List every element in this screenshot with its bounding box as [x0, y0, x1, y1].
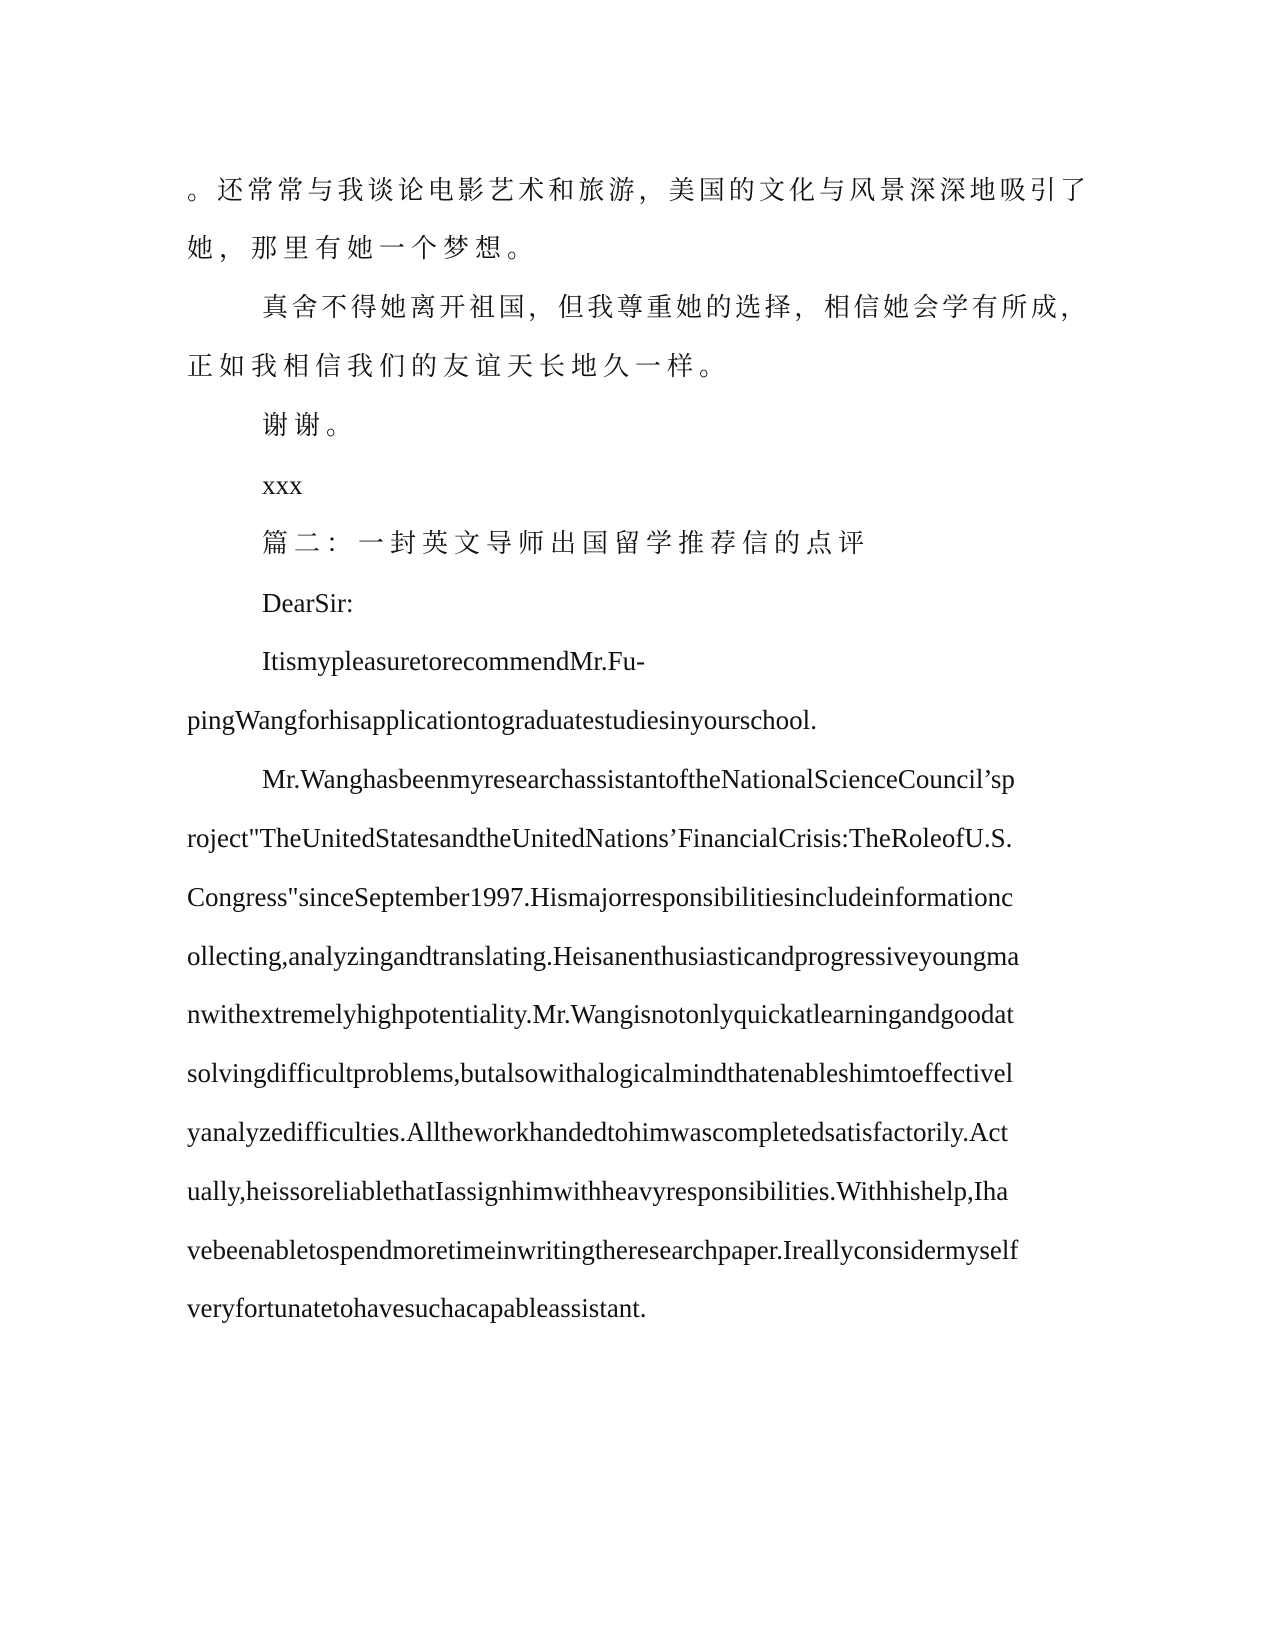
paragraph-line: yanalyzedifficulties.Alltheworkhandedtohimwascompletedsatisfactorily.Act	[187, 1117, 1008, 1147]
paragraph-line: 。还常常与我谈论电影艺术和旅游，美国的文化与风景深深地吸引了	[187, 176, 1091, 206]
paragraph-line: vebeenabletospendmoretimeinwritingtheresearchpaper.Ireallyconsidermyself	[187, 1235, 1019, 1265]
salutation: DearSir:	[262, 588, 354, 618]
paragraph-line: ItismypleasuretorecommendMr.Fu-	[262, 646, 646, 676]
paragraph-line: 她，那里有她一个梦想。	[187, 234, 540, 264]
paragraph-line: veryfortunatetohavesuchacapableassistant.	[187, 1293, 647, 1323]
paragraph-line: Mr.WanghasbeenmyresearchassistantoftheNationalScienceCouncil’sp	[262, 764, 1015, 794]
paragraph-line: roject"TheUnitedStatesandtheUnitedNations’FinancialCrisis:TheRoleofU.S.	[187, 823, 1013, 853]
paragraph-line: ollecting,analyzingandtranslating.Heisanenthusiasticandprogressiveyoungma	[187, 941, 1020, 971]
paragraph-line: nwithextremelyhighpotentiality.Mr.Wangisnotonlyquickatlearningandgoodat	[187, 999, 1014, 1029]
paragraph-line: pingWangforhisapplicationtograduatestudiesinyourschool.	[187, 705, 817, 735]
closing-thanks: 谢谢。	[262, 411, 359, 441]
paragraph-line: 正如我相信我们的友谊天长地久一样。	[187, 352, 732, 382]
section-heading: 篇二：一封英文导师出国留学推荐信的点评	[262, 529, 871, 559]
paragraph-line: solvingdifficultproblems,butalsowithalogicalmindthatenableshimtoeffectivel	[187, 1058, 1014, 1088]
signature-placeholder: xxx	[262, 470, 303, 500]
paragraph-line: 真舍不得她离开祖国，但我尊重她的选择，相信她会学有所成，	[262, 293, 1091, 323]
paragraph-line: ually,heissoreliablethatIassignhimwithheavyresponsibilities.Withhishelp,Iha	[187, 1176, 1009, 1206]
paragraph-line: Congress"sinceSeptember1997.Hismajorresponsibilitiesincludeinformationc	[187, 882, 1014, 912]
